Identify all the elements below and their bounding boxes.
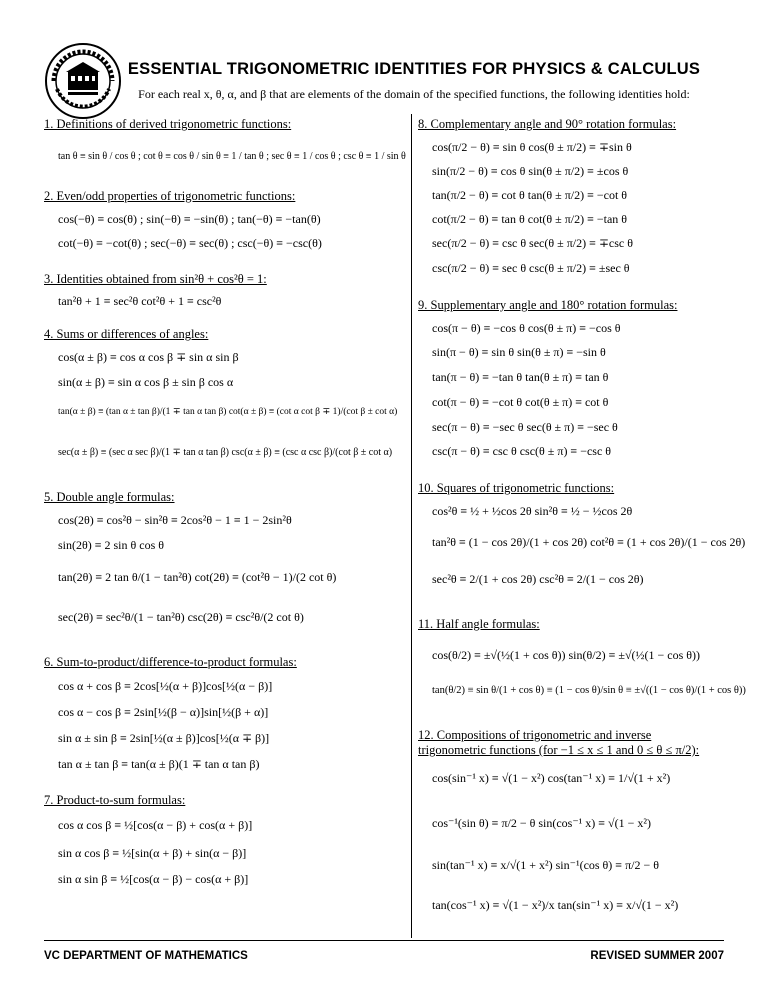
section-12-title-line-2: trigonometric functions (for −1 ≤ x ≤ 1 and 0 ≤ θ ≤ π/2):	[418, 743, 700, 757]
section-5-title: 5. Double angle formulas:	[44, 490, 175, 504]
formula-line: sin(tan⁻¹ x) ≡ x/√(1 + x²) sin⁻¹(cos θ) ≡ π/2 − θ	[432, 858, 659, 872]
section-8-title: 8. Complementary angle and 90° rotation formulas:	[418, 117, 677, 131]
section-1-title: 1. Definitions of derived trigonometric functions:	[44, 117, 292, 131]
formula-line: cot(−θ) ≡ −cot(θ) ; sec(−θ) ≡ sec(θ) ; csc(−θ) ≡ −csc(θ)	[58, 236, 322, 250]
formula-line: cos(−θ) ≡ cos(θ) ; sin(−θ) ≡ −sin(θ) ; tan(−θ) ≡ −tan(θ)	[58, 212, 321, 226]
formula-line: tan(π/2 − θ) ≡ cot θ tan(θ ± π/2) ≡ −cot θ	[432, 188, 628, 202]
formula-line: cos(α ± β) ≡ cos α cos β ∓ sin α sin β	[58, 350, 239, 364]
formula-line: sec(2θ) ≡ sec²θ/(1 − tan²θ) csc(2θ) ≡ csc²θ/(2 cot θ)	[58, 610, 304, 624]
formula-line: cos(π/2 − θ) ≡ sin θ cos(θ ± π/2) ≡ ∓sin θ	[432, 140, 632, 154]
formula-line: cos²θ ≡ ½ + ½cos 2θ sin²θ ≡ ½ − ½cos 2θ	[432, 504, 633, 518]
formula-line: tan²θ + 1 ≡ sec²θ cot²θ + 1 ≡ csc²θ	[58, 294, 222, 308]
section-7-title: 7. Product-to-sum formulas:	[44, 793, 186, 807]
formula-line: tan(π − θ) ≡ −tan θ tan(θ ± π) ≡ tan θ	[432, 370, 609, 384]
formula-line: sec²θ ≡ 2/(1 + cos 2θ) csc²θ ≡ 2/(1 − cos 2θ)	[432, 572, 644, 586]
formula-line: tan(θ/2) ≡ sin θ/(1 + cos θ) ≡ (1 − cos θ)/sin θ ≡ ±√((1 − cos θ)/(1 + cos θ))	[432, 685, 746, 696]
section-2-title: 2. Even/odd properties of trigonometric functions:	[44, 189, 296, 203]
formula-line: cos α − cos β ≡ 2sin[½(β − α)]sin[½(β + α)]	[58, 705, 269, 719]
section-11-title: 11. Half angle formulas:	[418, 617, 540, 631]
formula-line: cos(θ/2) ≡ ±√(½(1 + cos θ)) sin(θ/2) ≡ ±√(½(1 − cos θ))	[432, 648, 701, 662]
footer-department: VC DEPARTMENT OF MATHEMATICS	[44, 950, 248, 962]
page-title: ESSENTIAL TRIGONOMETRIC IDENTITIES FOR PHYSICS & CALCULUS	[127, 60, 701, 78]
section-6-title: 6. Sum-to-product/difference-to-product formulas:	[44, 655, 297, 669]
formula-line: sin(2θ) ≡ 2 sin θ cos θ	[58, 538, 165, 552]
formula-line: tan α ± tan β ≡ tan(α ± β)(1 ∓ tan α tan β)	[58, 757, 260, 771]
formula-line: cot(π/2 − θ) ≡ tan θ cot(θ ± π/2) ≡ −tan θ	[432, 212, 628, 226]
formula-line: cos⁻¹(sin θ) ≡ π/2 − θ sin(cos⁻¹ x) ≡ √(1 − x²)	[432, 816, 651, 830]
formula-line: cos α + cos β ≡ 2cos[½(α + β)]cos[½(α − β)]	[58, 679, 273, 693]
formula-line: tan(α ± β) ≡ (tan α ± tan β)/(1 ∓ tan α tan β) cot(α ± β) ≡ (cot α cot β ∓ 1)/(cot β ± cot α)	[58, 407, 398, 417]
formula-line: sin(π/2 − θ) ≡ cos θ sin(θ ± π/2) ≡ ±cos θ	[432, 164, 629, 178]
page-subtitle: For each real x, θ, α, and β that are elements of the domain of the specified functions, the following identities hold:	[138, 87, 690, 101]
formula-line: sin α ± sin β ≡ 2sin[½(α ± β)]cos[½(α ∓ β)]	[58, 731, 270, 745]
formula-line: tan(2θ) ≡ 2 tan θ/(1 − tan²θ) cot(2θ) ≡ (cot²θ − 1)/(2 cot θ)	[58, 570, 337, 584]
formula-line: tan²θ ≡ (1 − cos 2θ)/(1 + cos 2θ) cot²θ ≡ (1 + cos 2θ)/(1 − cos 2θ)	[432, 535, 746, 549]
formula-line: sec(α ± β) ≡ (sec α sec β)/(1 ∓ tan α tan β) csc(α ± β) ≡ (csc α csc β)/(cot β ± cot α)	[58, 447, 393, 458]
formula-line: sin(π − θ) ≡ sin θ sin(θ ± π) ≡ −sin θ	[432, 345, 606, 359]
section-3-title: 3. Identities obtained from sin²θ + cos²θ = 1:	[44, 272, 267, 286]
section-10-title: 10. Squares of trigonometric functions:	[418, 481, 615, 495]
formula-line: cos(2θ) ≡ cos²θ − sin²θ ≡ 2cos²θ − 1 ≡ 1 − 2sin²θ	[58, 513, 292, 527]
footer-revision: REVISED SUMMER 2007	[590, 950, 724, 962]
formula-line: cot(π − θ) ≡ −cot θ cot(θ ± π) ≡ cot θ	[432, 395, 609, 409]
formula-line: sec(π/2 − θ) ≡ csc θ sec(θ ± π/2) ≡ ∓csc θ	[432, 236, 633, 250]
formula-line: csc(π − θ) ≡ csc θ csc(θ ± π) ≡ −csc θ	[432, 444, 612, 458]
formula-line: sin α cos β ≡ ½[sin(α + β) + sin(α − β)]	[58, 846, 247, 860]
section-4-title: 4. Sums or differences of angles:	[44, 327, 209, 341]
formula-line: sec(π − θ) ≡ −sec θ sec(θ ± π) ≡ −sec θ	[432, 420, 618, 434]
formula-line: cos(π − θ) ≡ −cos θ cos(θ ± π) ≡ −cos θ	[432, 321, 621, 335]
formula-line: sin(α ± β) ≡ sin α cos β ± sin β cos α	[58, 375, 234, 389]
formula-line: cos(sin⁻¹ x) ≡ √(1 − x²) cos(tan⁻¹ x) ≡ 1/√(1 + x²)	[432, 771, 671, 785]
formula-line: tan θ ≡ sin θ / cos θ ; cot θ ≡ cos θ / sin θ ≡ 1 / tan θ ; sec θ ≡ 1 / cos θ ; csc θ ≡ 1 / sin θ	[58, 151, 406, 162]
formula-line: csc(π/2 − θ) ≡ sec θ csc(θ ± π/2) ≡ ±sec θ	[432, 261, 630, 275]
footer-rule	[44, 940, 724, 941]
college-seal-logo	[44, 42, 122, 120]
formula-line: cos α cos β ≡ ½[cos(α − β) + cos(α + β)]	[58, 818, 253, 832]
column-divider	[411, 114, 412, 938]
formula-line: tan(cos⁻¹ x) ≡ √(1 − x²)/x tan(sin⁻¹ x) ≡ x/√(1 − x²)	[432, 898, 679, 912]
section-9-title: 9. Supplementary angle and 180° rotation formulas:	[418, 298, 678, 312]
section-12-title: 12. Compositions of trigonometric and inverse	[418, 728, 652, 742]
formula-line: sin α sin β ≡ ½[cos(α − β) − cos(α + β)]	[58, 872, 249, 886]
